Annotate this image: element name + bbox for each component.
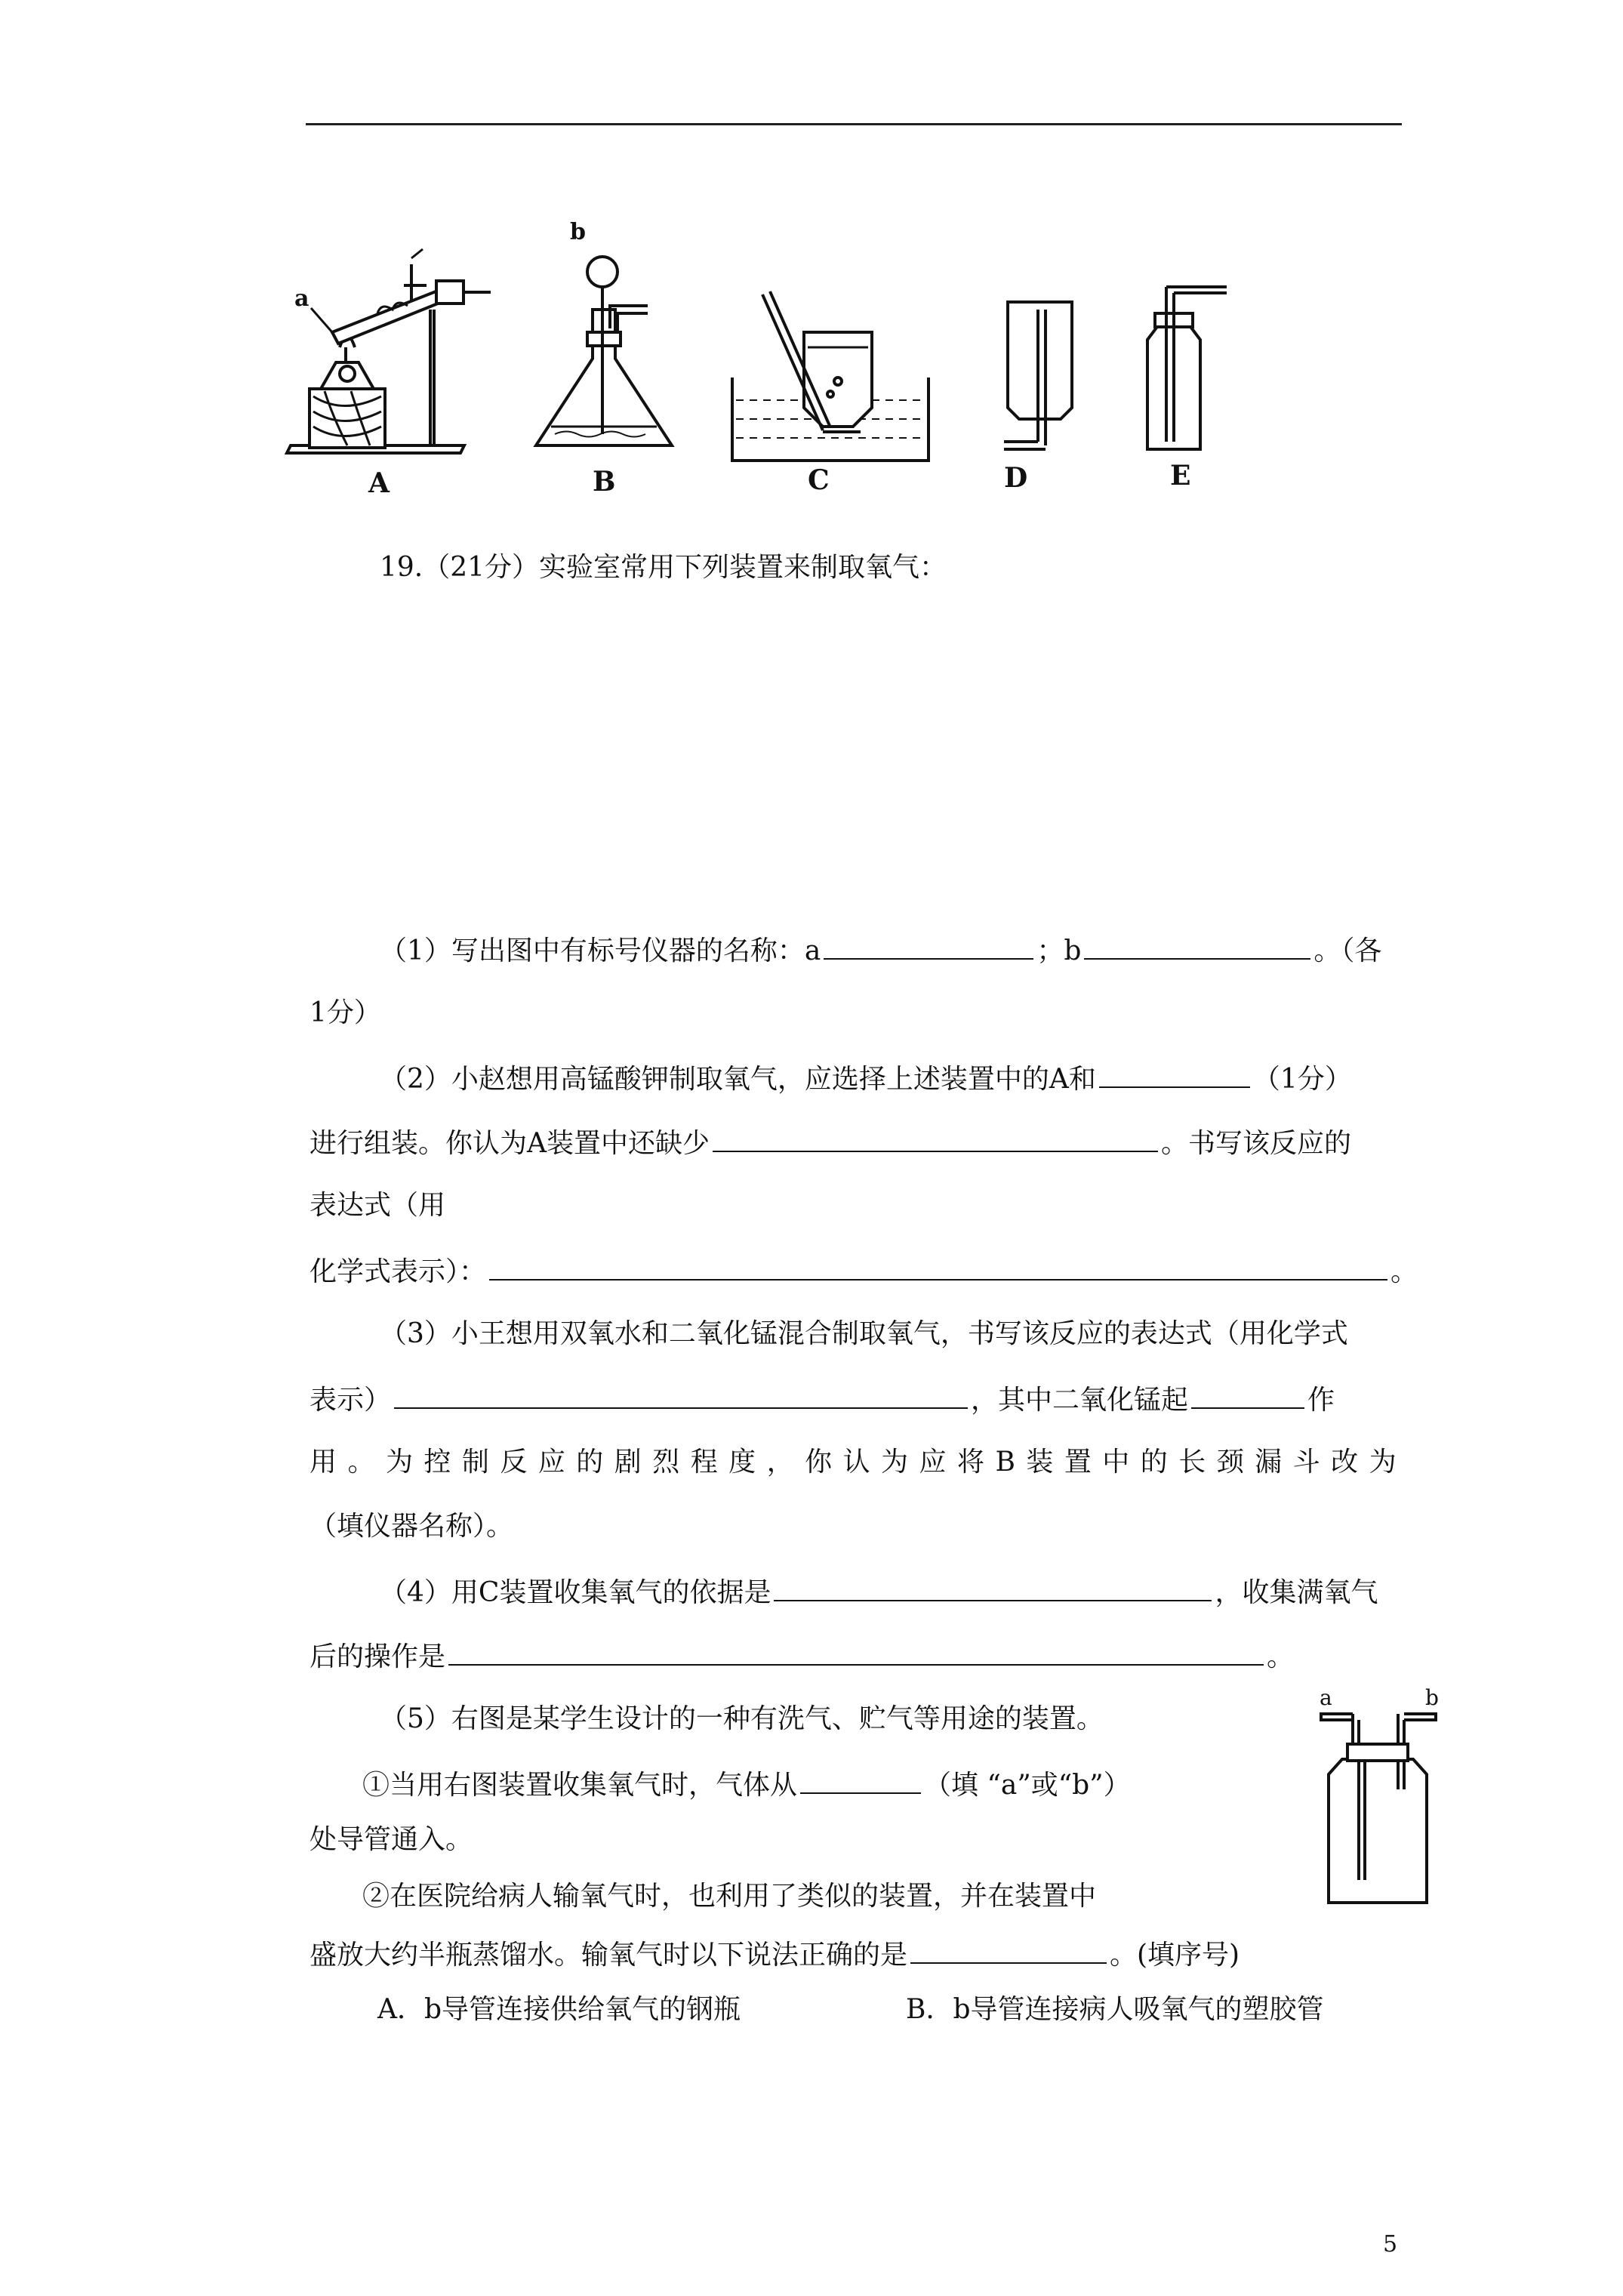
q2-line4 xyxy=(310,1253,1418,1289)
q3-blank-equation[interactable] xyxy=(394,1382,968,1409)
q5-p1-prefix: ①当用右图装置收集氧气时，气体从 xyxy=(362,1770,798,1801)
q2-blank-missing[interactable] xyxy=(713,1125,1158,1152)
q4-line1-suffix: ，收集满氧气 xyxy=(1215,1577,1378,1608)
q2-line1-prefix: （2）小赵想用高锰酸钾制取氧气，应选择上述装置中的A和 xyxy=(380,1064,1096,1095)
question-title: 19.（21分）实验室常用下列装置来制取氧气： xyxy=(380,552,947,583)
q5-blank-answer[interactable] xyxy=(910,1937,1107,1964)
q2-line3: 表达式（用 xyxy=(310,1190,446,1221)
q5-p1-cont: 处导管通入。 xyxy=(310,1824,473,1855)
q3-line2-mid: ，其中二氧化锰起 xyxy=(971,1385,1189,1416)
q5-p2-suffix: 。(填序号) xyxy=(1110,1940,1240,1971)
q2-line1-suffix: （1分） xyxy=(1252,1064,1352,1095)
q3-line4: （填仪器名称）。 xyxy=(310,1511,514,1542)
q5-p2-line1: ②在医院给病人输氧气时，也利用了类似的装置，并在装置中 xyxy=(362,1881,1097,1912)
right-label-b: b xyxy=(1425,1685,1439,1710)
label-D: D xyxy=(1004,462,1028,494)
q1-suffix: 。（各 xyxy=(1313,935,1382,966)
option-b: B．b导管连接病人吸氧气的塑胶管 xyxy=(906,1994,1324,2025)
q1-line xyxy=(380,932,1381,968)
q4-line2-prefix: 后的操作是 xyxy=(310,1641,446,1672)
q2-line2-prefix: 进行组装。你认为A装置中还缺少 xyxy=(310,1128,710,1159)
q3-line1: （3）小王想用双氧水和二氧化锰混合制取氧气，书写该反应的表达式（用化学式 xyxy=(380,1318,1348,1349)
q1-cont: 1分） xyxy=(310,997,381,1028)
q2-line4-prefix: 化学式表示）： xyxy=(310,1256,487,1287)
wash-bottle-figure xyxy=(1313,1684,1442,1910)
q5-intro: （5）右图是某学生设计的一种有洗气、贮气等用途的装置。 xyxy=(380,1703,1104,1734)
label-E: E xyxy=(1170,460,1191,492)
q5-p2-line2 xyxy=(310,1937,1240,1972)
q4-blank-basis[interactable] xyxy=(774,1574,1212,1601)
q1-blank-a[interactable] xyxy=(824,932,1033,960)
q4-line2 xyxy=(310,1638,1294,1674)
q3-line2-suffix: 作 xyxy=(1307,1385,1335,1416)
q2-line2-suffix: 。书写该反应的 xyxy=(1161,1128,1352,1159)
q5-p1 xyxy=(362,1767,1131,1802)
apparatus-c xyxy=(732,291,929,461)
q3-line2-prefix: 表示） xyxy=(310,1385,392,1416)
q2-line2 xyxy=(310,1125,1351,1160)
label-b-top: b xyxy=(570,219,586,245)
q2-line1 xyxy=(380,1061,1352,1096)
q5-blank-inlet[interactable] xyxy=(800,1767,921,1794)
apparatus-b xyxy=(536,257,672,445)
label-a-top: a xyxy=(294,285,310,312)
q3-line3: 用 。 为 控 制 反 应 的 剧 烈 程 度 ， 你 认 为 应 将 B 装 置 中 的 长 颈 漏 斗 改 为 xyxy=(310,1447,1397,1478)
q3-blank-role[interactable] xyxy=(1191,1382,1304,1409)
q1-blank-b[interactable] xyxy=(1084,932,1310,960)
label-B: B xyxy=(593,466,616,498)
q3-line2 xyxy=(310,1382,1335,1417)
q4-line2-suffix: 。 xyxy=(1267,1641,1295,1672)
apparatus-figure xyxy=(279,219,1336,521)
q2-line4-suffix: 。 xyxy=(1390,1256,1418,1287)
apparatus-e xyxy=(1147,287,1227,449)
page-number: 5 xyxy=(1383,2231,1398,2257)
q5-p2-prefix: 盛放大约半瓶蒸馏水。输氧气时以下说法正确的是 xyxy=(310,1940,908,1971)
q4-line1 xyxy=(380,1574,1378,1610)
option-a: A．b导管连接供给氧气的钢瓶 xyxy=(377,1994,741,2025)
apparatus-a xyxy=(287,249,491,453)
q4-blank-operation[interactable] xyxy=(448,1638,1264,1666)
label-A: A xyxy=(368,467,390,499)
header-rule xyxy=(306,123,1402,125)
q5-p1-suffix: （填 “a”或“b”） xyxy=(924,1770,1131,1801)
q2-blank-device[interactable] xyxy=(1099,1061,1250,1088)
q4-line1-prefix: （4）用C装置收集氧气的依据是 xyxy=(380,1577,771,1608)
q1-prefix: （1）写出图中有标号仪器的名称：a xyxy=(380,935,821,966)
apparatus-d xyxy=(1004,302,1072,449)
label-C: C xyxy=(808,464,830,496)
right-label-a: a xyxy=(1320,1685,1332,1710)
q2-blank-equation[interactable] xyxy=(489,1253,1387,1281)
q1-mid: ；b xyxy=(1036,935,1082,966)
